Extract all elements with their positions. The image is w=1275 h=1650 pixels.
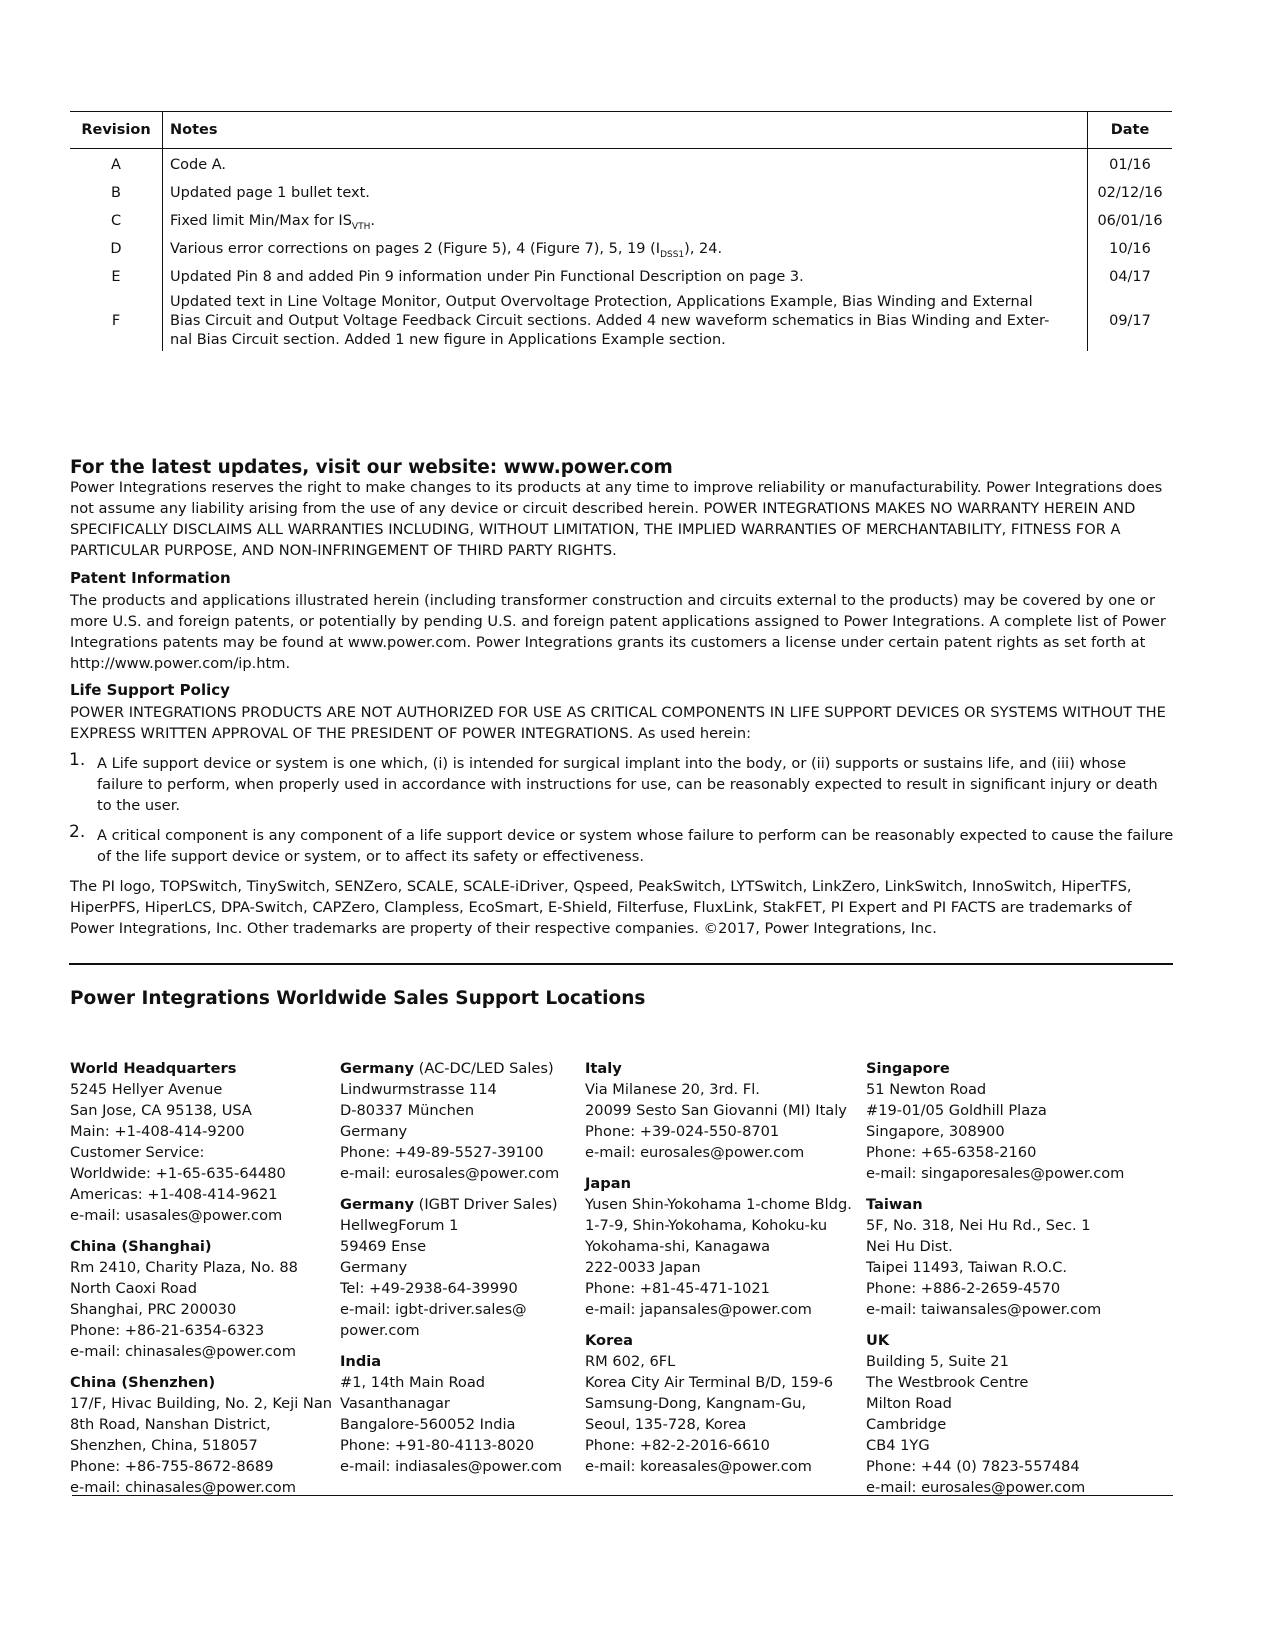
location-line: Americas: +1-408-414-9621 xyxy=(70,1186,278,1203)
sales-location xyxy=(70,1236,332,1362)
notes-cell: Updated page 1 bullet text. xyxy=(163,179,1088,207)
location-name: Italy xyxy=(585,1060,622,1077)
location-line: e-mail: chinasales@power.com xyxy=(70,1479,296,1496)
location-line: e-mail: koreasales@power.com xyxy=(585,1458,812,1475)
sales-heading: Power Integrations Worldwide Sales Support Locations xyxy=(70,988,646,1009)
section-divider xyxy=(69,963,1173,965)
location-line: e-mail: eurosales@power.com xyxy=(866,1479,1086,1496)
sales-location xyxy=(866,1330,1124,1498)
location-name: Germany xyxy=(340,1196,415,1213)
location-line: e-mail: eurosales@power.com xyxy=(340,1165,560,1182)
location-line: Tel: +49-2938-64-39990 xyxy=(340,1280,518,1297)
location-line: Nei Hu Dist. xyxy=(866,1238,953,1255)
location-line: Customer Service: xyxy=(70,1144,205,1161)
location-line: Shanghai, PRC 200030 xyxy=(70,1301,237,1318)
notes-subscript: DSS1 xyxy=(660,250,685,260)
sales-location xyxy=(70,1058,332,1226)
location-name: Taiwan xyxy=(866,1196,923,1213)
sales-location xyxy=(340,1058,562,1184)
notes-text: Various error corrections on pages 2 (Figure 5), 4 (Figure 7), 5, 19 (I xyxy=(170,241,661,257)
notes-header: Notes xyxy=(163,112,1088,149)
list-number: 1. xyxy=(69,750,86,770)
sales-location xyxy=(340,1351,562,1477)
location-line: Phone: +82-2-2016-6610 xyxy=(585,1437,770,1454)
location-heading xyxy=(70,1372,332,1393)
location-line: Cambridge xyxy=(866,1416,947,1433)
location-line: Phone: +86-21-6354-6323 xyxy=(70,1322,265,1339)
location-name: China (Shanghai) xyxy=(70,1238,212,1255)
notes-cell xyxy=(163,235,1088,263)
table-row xyxy=(70,235,1172,263)
footer-divider xyxy=(72,1495,1173,1496)
revision-cell: E xyxy=(70,263,163,291)
location-name: UK xyxy=(866,1332,890,1349)
location-name: India xyxy=(340,1353,382,1370)
revision-cell: F xyxy=(70,291,163,351)
patent-heading: Patent Information xyxy=(70,569,231,587)
location-line: Milton Road xyxy=(866,1395,952,1412)
location-line: Germany xyxy=(340,1123,408,1140)
notes-text: Fixed limit Min/Max for IS xyxy=(170,213,352,229)
revision-table xyxy=(70,111,1172,351)
location-name: Korea xyxy=(585,1332,634,1349)
location-heading xyxy=(585,1173,852,1194)
location-line: e-mail: eurosales@power.com xyxy=(585,1144,805,1161)
location-line: 8th Road, Nanshan District, xyxy=(70,1416,271,1433)
date-cell: 01/16 xyxy=(1109,157,1151,173)
location-line: The Westbrook Centre xyxy=(866,1374,1029,1391)
sales-location xyxy=(585,1173,852,1320)
notes-cell: Updated Pin 8 and added Pin 9 information under Pin Functional Description on page 3. xyxy=(163,263,1088,291)
location-heading xyxy=(585,1058,852,1079)
location-line: 5F, No. 318, Nei Hu Rd., Sec. 1 xyxy=(866,1217,1091,1234)
table-row xyxy=(70,263,1172,291)
sales-location xyxy=(585,1058,852,1163)
location-heading xyxy=(866,1194,1124,1215)
location-name: Japan xyxy=(585,1175,631,1192)
date-cell: 10/16 xyxy=(1109,241,1151,257)
revision-cell: C xyxy=(70,207,163,235)
location-line: Taipei 11493, Taiwan R.O.C. xyxy=(866,1259,1068,1276)
list-item: A critical component is any component of a life support device or system whose failure to perform can be reasonably expected to cause the failure of the life support device or system, or to affect its safety or effectiveness. xyxy=(97,827,1174,865)
location-name: China (Shenzhen) xyxy=(70,1374,216,1391)
date-header: Date xyxy=(1088,112,1173,149)
location-line: Seoul, 135-728, Korea xyxy=(585,1416,747,1433)
sales-location xyxy=(340,1194,562,1341)
location-name: Germany xyxy=(340,1060,415,1077)
location-line: Samsung-Dong, Kangnam-Gu, xyxy=(585,1395,807,1412)
location-heading xyxy=(70,1058,332,1079)
location-line: Bangalore-560052 India xyxy=(340,1416,516,1433)
notes-line: Updated text in Line Voltage Monitor, Output Overvoltage Protection, Applications Example, Bias Winding and External xyxy=(170,293,1033,310)
location-line: 222-0033 Japan xyxy=(585,1259,701,1276)
table-row xyxy=(70,149,1172,180)
sales-column xyxy=(340,1058,562,1487)
location-line: Phone: +65-6358-2160 xyxy=(866,1144,1037,1161)
sales-location xyxy=(866,1194,1124,1320)
notes-subscript: VTH xyxy=(351,222,371,232)
location-line: Phone: +81-45-471-1021 xyxy=(585,1280,770,1297)
location-line: e-mail: usasales@power.com xyxy=(70,1207,283,1224)
sales-column xyxy=(585,1058,852,1487)
location-line: Main: +1-408-414-9200 xyxy=(70,1123,245,1140)
location-line: #19-01/05 Goldhill Plaza xyxy=(866,1102,1047,1119)
location-note: (IGBT Driver Sales) xyxy=(414,1196,558,1213)
location-line: e-mail: taiwansales@power.com xyxy=(866,1301,1102,1318)
revision-cell: B xyxy=(70,179,163,207)
sales-column xyxy=(70,1058,332,1508)
location-line: e-mail: japansales@power.com xyxy=(585,1301,812,1318)
location-line: 20099 Sesto San Giovanni (MI) Italy xyxy=(585,1102,847,1119)
revision-cell: A xyxy=(70,149,163,180)
location-line: Yokohama-shi, Kanagawa xyxy=(585,1238,771,1255)
location-heading xyxy=(866,1330,1124,1351)
sales-location xyxy=(70,1372,332,1498)
life-support-text: POWER INTEGRATIONS PRODUCTS ARE NOT AUTHORIZED FOR USE AS CRITICAL COMPONENTS IN LIFE SUPPORT DEVICES OR SYSTEMS WITHOUT THE EXPRESS WRITTEN APPROVAL OF THE PRESIDENT OF POWER INTEGRATIONS. As used herein: xyxy=(70,704,1166,742)
revision-cell: D xyxy=(70,235,163,263)
location-line: Phone: +86-755-8672-8689 xyxy=(70,1458,274,1475)
location-line: e-mail: singaporesales@power.com xyxy=(866,1165,1125,1182)
date-cell: 02/12/16 xyxy=(1097,185,1163,201)
location-heading xyxy=(340,1351,562,1372)
location-heading xyxy=(340,1058,562,1079)
notes-cell xyxy=(163,291,1088,351)
notes-cell: Code A. xyxy=(163,149,1088,180)
location-line: 5245 Hellyer Avenue xyxy=(70,1081,223,1098)
revision-header: Revision xyxy=(70,112,163,149)
location-line: Phone: +91-80-4113-8020 xyxy=(340,1437,535,1454)
updates-heading: For the latest updates, visit our website: www.power.com xyxy=(70,457,673,478)
table-row xyxy=(70,207,1172,235)
location-heading xyxy=(866,1058,1124,1079)
list-item: A Life support device or system is one which, (i) is intended for surgical implant into the body, or (ii) supports or sustains life, and (iii) whose failure to perform, when properly used in accordance with instructions for use, can be reasonably expected to result in significant injury or death to the user. xyxy=(97,755,1158,814)
updates-text: Power Integrations reserves the right to make changes to its products at any time to improve reliability or manufacturability. Power Integrations does not assume any liability arising from the use of any device or circuit described herein. POWER INTEGRATIONS MAKES NO WARRANTY HEREIN AND SPECIFICALLY DISCLAIMS ALL WARRANTIES INCLUDING, WITHOUT LIMITATION, THE IMPLIED WARRANTIES OF MERCHANTABILITY, FITNESS FOR A PARTICULAR PURPOSE, AND NON-INFRINGEMENT OF THIRD PARTY RIGHTS. xyxy=(70,479,1163,559)
location-line: CB4 1YG xyxy=(866,1437,930,1454)
location-line: San Jose, CA 95138, USA xyxy=(70,1102,252,1119)
location-line: 17/F, Hivac Building, No. 2, Keji Nan xyxy=(70,1395,333,1412)
location-line: Phone: +39-024-550-8701 xyxy=(585,1123,780,1140)
location-line: Germany xyxy=(340,1259,408,1276)
location-line: e-mail: chinasales@power.com xyxy=(70,1343,296,1360)
location-line: Worldwide: +1-65-635-64480 xyxy=(70,1165,286,1182)
location-line: Vasanthanagar xyxy=(340,1395,450,1412)
location-line: 1-7-9, Shin-Yokohama, Kohoku-ku xyxy=(585,1217,828,1234)
date-cell: 09/17 xyxy=(1109,312,1151,329)
notes-text-end: . xyxy=(370,213,375,229)
location-line: Singapore, 308900 xyxy=(866,1123,1005,1140)
sales-location xyxy=(866,1058,1124,1184)
list-number: 2. xyxy=(69,822,86,842)
location-heading xyxy=(585,1330,852,1351)
location-line: Via Milanese 20, 3rd. Fl. xyxy=(585,1081,760,1098)
table-row xyxy=(70,179,1172,207)
location-line: 59469 Ense xyxy=(340,1238,427,1255)
location-note: (AC-DC/LED Sales) xyxy=(414,1060,554,1077)
location-line: Phone: +886-2-2659-4570 xyxy=(866,1280,1061,1297)
date-cell: 04/17 xyxy=(1109,269,1151,285)
location-line: Lindwurmstrasse 114 xyxy=(340,1081,497,1098)
location-heading xyxy=(340,1194,562,1215)
sales-location xyxy=(585,1330,852,1477)
location-heading xyxy=(70,1236,332,1257)
location-line: power.com xyxy=(340,1322,420,1339)
revision-table-header xyxy=(70,112,1172,149)
location-name: Singapore xyxy=(866,1060,950,1077)
date-cell: 06/01/16 xyxy=(1097,213,1163,229)
location-line: e-mail: igbt-driver.sales@ xyxy=(340,1301,527,1318)
location-line: Phone: +49-89-5527-39100 xyxy=(340,1144,544,1161)
location-line: #1, 14th Main Road xyxy=(340,1374,486,1391)
location-line: e-mail: indiasales@power.com xyxy=(340,1458,562,1475)
notes-cell xyxy=(163,207,1088,235)
location-line: RM 602, 6FL xyxy=(585,1353,676,1370)
location-line: Korea City Air Terminal B/D, 159-6 xyxy=(585,1374,834,1391)
sales-column xyxy=(866,1058,1124,1508)
patent-text: The products and applications illustrated herein (including transformer construction and circuits external to the products) may be covered by one or more U.S. and foreign patents, or potentially by pending U.S. and foreign patent applications assigned to Power Integrations. A complete list of Power Integrations patents may be found at www.power.com. Power Integrations grants its customers a license under certain patent rights as set forth at http://www.power.com/ip.htm. xyxy=(70,592,1166,672)
notes-line: nal Bias Circuit section. Added 1 new figure in Applications Example section. xyxy=(170,331,726,348)
location-line: 51 Newton Road xyxy=(866,1081,987,1098)
location-line: Rm 2410, Charity Plaza, No. 88 xyxy=(70,1259,298,1276)
notes-line: Bias Circuit and Output Voltage Feedback Circuit sections. Added 4 new waveform schematics in Bias Winding and Exter- xyxy=(170,312,1050,329)
table-row xyxy=(70,291,1172,351)
location-line: Building 5, Suite 21 xyxy=(866,1353,1009,1370)
notes-text-end: ), 24. xyxy=(684,241,723,257)
life-support-heading: Life Support Policy xyxy=(70,681,230,699)
location-line: North Caoxi Road xyxy=(70,1280,198,1297)
location-line: Phone: +44 (0) 7823-557484 xyxy=(866,1458,1080,1475)
trademark-text: The PI logo, TOPSwitch, TinySwitch, SENZero, SCALE, SCALE-iDriver, Qspeed, PeakSwitch, LYTSwitch, LinkZero, LinkSwitch, InnoSwitch, HiperTFS, HiperPFS, HiperLCS, DPA-Switch, CAPZero, Clampless, EcoSmart, E-Shield, Filterfuse, FluxLink, StakFET, PI Expert and PI FACTS are trademarks of Power Integrations, Inc. Other trademarks are property of their respective companies. ©2017, Power Integrations, Inc. xyxy=(70,878,1132,937)
location-name: World Headquarters xyxy=(70,1060,237,1077)
location-line: D-80337 München xyxy=(340,1102,475,1119)
location-line: Yusen Shin-Yokohama 1-chome Bldg. xyxy=(585,1196,852,1213)
location-line: HellwegForum 1 xyxy=(340,1217,459,1234)
location-line: Shenzhen, China, 518057 xyxy=(70,1437,258,1454)
